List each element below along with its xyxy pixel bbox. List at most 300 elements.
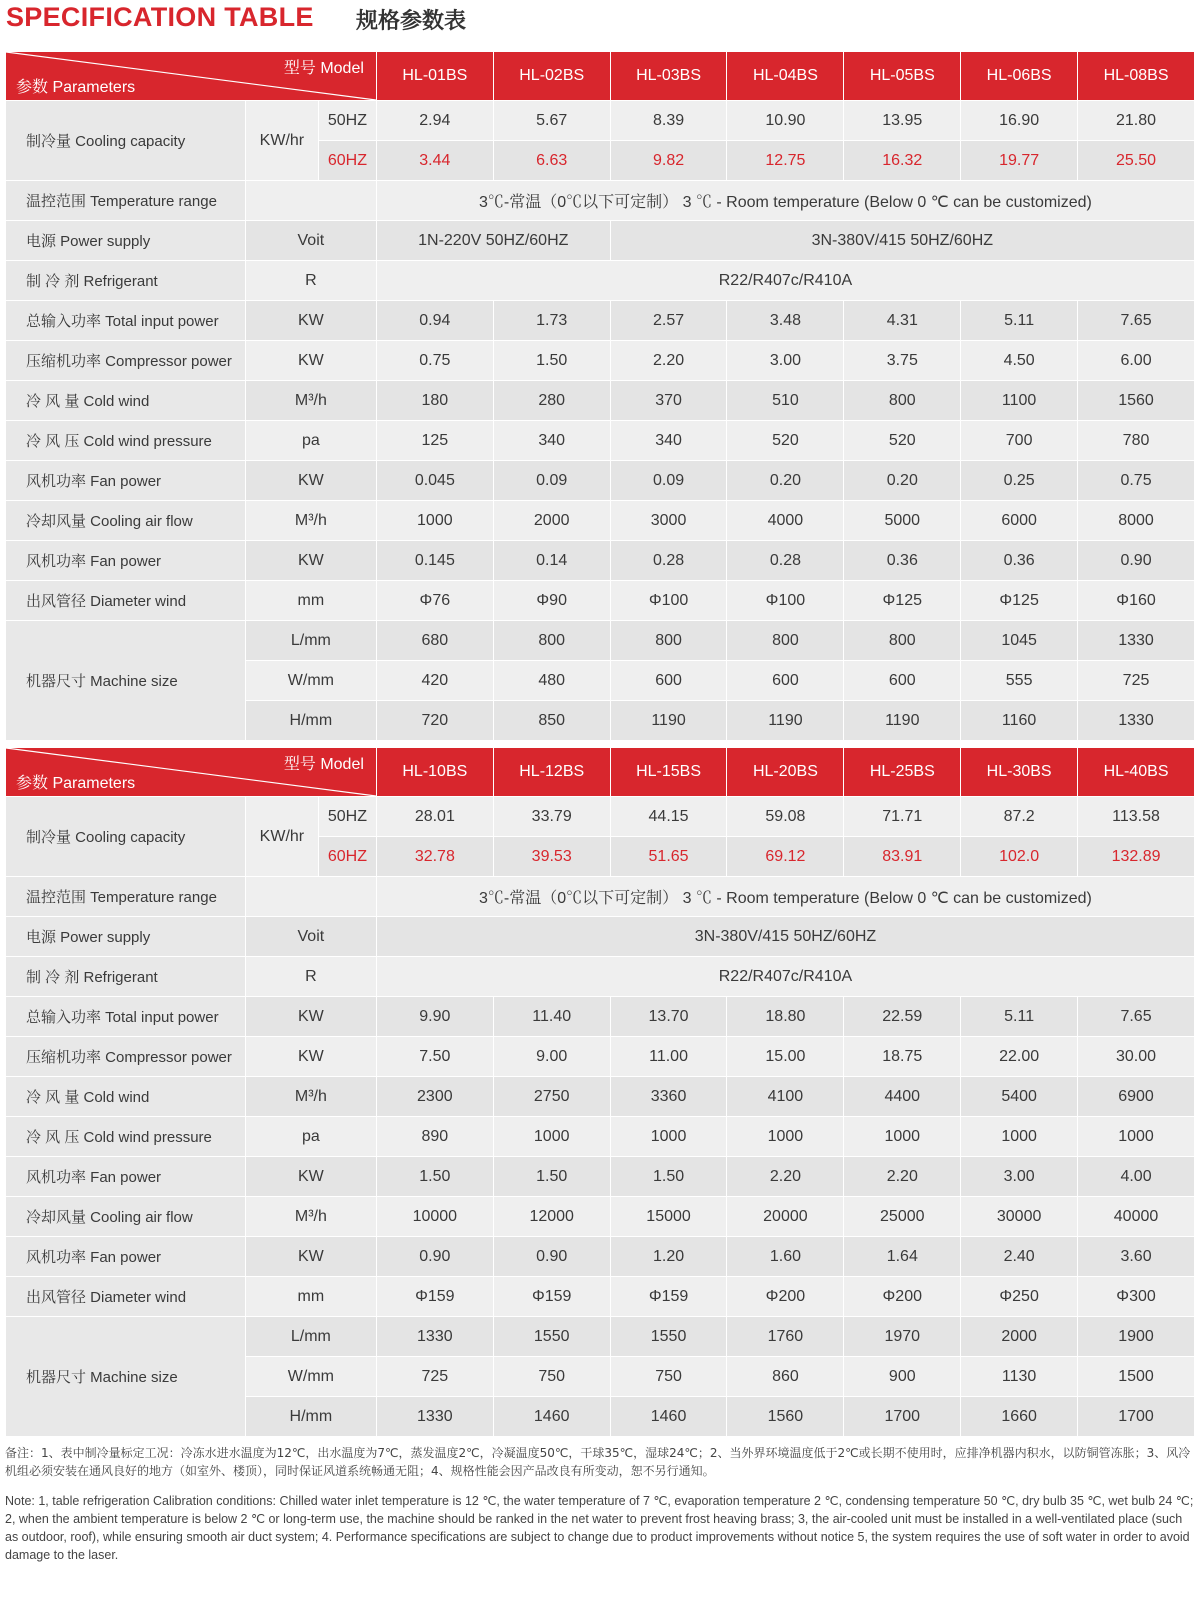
value-cell: 860 — [727, 1357, 844, 1397]
value-cell: 2.20 — [610, 341, 727, 381]
value-cell: 19.77 — [961, 141, 1078, 181]
value-cell: 87.2 — [961, 797, 1078, 837]
model-header-cell: HL-30BS — [961, 748, 1078, 797]
unit-cell: KW — [245, 1037, 376, 1077]
model-header-cell: HL-25BS — [844, 748, 961, 797]
value-cell: 1700 — [1078, 1397, 1195, 1437]
row-label: 电源 Power supply — [6, 917, 246, 957]
value-cell: 0.90 — [493, 1237, 610, 1277]
unit-cell: R — [245, 957, 376, 997]
model-header-cell: HL-06BS — [961, 52, 1078, 101]
value-cell: 59.08 — [727, 797, 844, 837]
value-cell: Φ160 — [1078, 581, 1195, 621]
value-cell: 750 — [493, 1357, 610, 1397]
model-header-cell: HL-05BS — [844, 52, 961, 101]
value-cell: 600 — [610, 661, 727, 701]
value-cell: 800 — [844, 381, 961, 421]
unit-cell: L/mm — [245, 1317, 376, 1357]
value-cell: 13.70 — [610, 997, 727, 1037]
value-cell: 28.01 — [376, 797, 493, 837]
value-cell: 20000 — [727, 1197, 844, 1237]
spec-table-2 — [5, 747, 1195, 1437]
value-cell: 7.65 — [1078, 301, 1195, 341]
table-row — [6, 917, 1195, 957]
value-cell: 0.75 — [376, 341, 493, 381]
value-cell: 10.90 — [727, 101, 844, 141]
value-cell: 0.94 — [376, 301, 493, 341]
value-cell: 680 — [376, 621, 493, 661]
row-label: 制冷量 Cooling capacity — [6, 101, 246, 181]
model-header-cell: HL-01BS — [376, 52, 493, 101]
value-cell: 15.00 — [727, 1037, 844, 1077]
table-row — [6, 957, 1195, 997]
value-cell: Φ200 — [844, 1277, 961, 1317]
table-row — [6, 1157, 1195, 1197]
value-cell: 1190 — [844, 701, 961, 741]
value-cell: 1560 — [727, 1397, 844, 1437]
freq-50hz-cell: 50HZ — [318, 101, 376, 141]
freq-60hz-cell: 60HZ — [318, 141, 376, 181]
value-cell: 10000 — [376, 1197, 493, 1237]
value-cell: 11.00 — [610, 1037, 727, 1077]
table-row — [6, 877, 1195, 917]
value-cell: 1190 — [610, 701, 727, 741]
value-cell: 1760 — [727, 1317, 844, 1357]
unit-cell: pa — [245, 1117, 376, 1157]
value-cell: 2.94 — [376, 101, 493, 141]
value-cell: 69.12 — [727, 837, 844, 877]
model-header-cell: HL-40BS — [1078, 748, 1195, 797]
value-cell: 850 — [493, 701, 610, 741]
value-cell: 800 — [493, 621, 610, 661]
table-row — [6, 501, 1195, 541]
header-row — [6, 52, 1195, 101]
row-label: 机器尺寸 Machine size — [6, 1317, 246, 1437]
value-cell: 555 — [961, 661, 1078, 701]
unit-cell: W/mm — [245, 661, 376, 701]
value-cell: 800 — [844, 621, 961, 661]
value-cell: 9.82 — [610, 141, 727, 181]
parameters-label: 参数 Parameters — [16, 775, 136, 792]
value-cell: 22.59 — [844, 997, 961, 1037]
value-cell: 5.11 — [961, 301, 1078, 341]
model-header-cell: HL-15BS — [610, 748, 727, 797]
value-cell: 39.53 — [493, 837, 610, 877]
value-cell: 12.75 — [727, 141, 844, 181]
table-row — [6, 797, 1195, 837]
value-cell: Φ125 — [844, 581, 961, 621]
value-cell: 1500 — [1078, 1357, 1195, 1397]
value-cell: 340 — [610, 421, 727, 461]
value-cell: 6.63 — [493, 141, 610, 181]
table-row — [6, 1317, 1195, 1357]
value-cell: 520 — [727, 421, 844, 461]
value-cell: 18.80 — [727, 997, 844, 1037]
row-label: 风机功率 Fan power — [6, 1237, 246, 1277]
refrigerant-cell: R22/R407c/R410A — [376, 957, 1194, 997]
table-row — [6, 101, 1195, 141]
power-supply-single-phase: 1N-220V 50HZ/60HZ — [376, 221, 610, 261]
title-chinese: 规格参数表 — [356, 9, 467, 34]
value-cell: 2.57 — [610, 301, 727, 341]
value-cell: 1000 — [1078, 1117, 1195, 1157]
row-label: 出风管径 Diameter wind — [6, 1277, 246, 1317]
value-cell: 2000 — [493, 501, 610, 541]
table-row — [6, 1117, 1195, 1157]
value-cell: 3.00 — [727, 341, 844, 381]
row-label: 风机功率 Fan power — [6, 1157, 246, 1197]
value-cell: 1550 — [493, 1317, 610, 1357]
table-row — [6, 341, 1195, 381]
row-label: 总输入功率 Total input power — [6, 997, 246, 1037]
value-cell: 0.20 — [727, 461, 844, 501]
unit-cell: KW — [245, 541, 376, 581]
value-cell: 11.40 — [493, 997, 610, 1037]
value-cell: 1.60 — [727, 1237, 844, 1277]
value-cell: 1460 — [610, 1397, 727, 1437]
value-cell: Φ100 — [727, 581, 844, 621]
value-cell: 700 — [961, 421, 1078, 461]
value-cell: 83.91 — [844, 837, 961, 877]
value-cell: 0.145 — [376, 541, 493, 581]
value-cell: Φ100 — [610, 581, 727, 621]
value-cell: 1000 — [844, 1117, 961, 1157]
value-cell: 725 — [1078, 661, 1195, 701]
unit-cell: mm — [245, 1277, 376, 1317]
row-label: 冷 风 压 Cold wind pressure — [6, 1117, 246, 1157]
table-row — [6, 301, 1195, 341]
unit-cell: KW — [245, 1237, 376, 1277]
parameters-label: 参数 Parameters — [16, 79, 136, 96]
value-cell: 1970 — [844, 1317, 961, 1357]
value-cell: 1.64 — [844, 1237, 961, 1277]
refrigerant-cell: R22/R407c/R410A — [376, 261, 1194, 301]
table-row — [6, 1277, 1195, 1317]
table-row — [6, 1237, 1195, 1277]
table-row — [6, 221, 1195, 261]
value-cell: 370 — [610, 381, 727, 421]
row-label: 温控范围 Temperature range — [6, 877, 246, 917]
unit-cell-empty — [245, 181, 376, 221]
value-cell: 1330 — [376, 1397, 493, 1437]
unit-cell: M³/h — [245, 501, 376, 541]
value-cell: 4.31 — [844, 301, 961, 341]
value-cell: Φ159 — [610, 1277, 727, 1317]
value-cell: 7.50 — [376, 1037, 493, 1077]
value-cell: 5400 — [961, 1077, 1078, 1117]
unit-cell: KW — [245, 341, 376, 381]
value-cell: 1560 — [1078, 381, 1195, 421]
value-cell: 4.50 — [961, 341, 1078, 381]
value-cell: 1100 — [961, 381, 1078, 421]
value-cell: 7.65 — [1078, 997, 1195, 1037]
value-cell: 800 — [727, 621, 844, 661]
unit-cell: Voit — [245, 917, 376, 957]
unit-cell: pa — [245, 421, 376, 461]
value-cell: Φ159 — [376, 1277, 493, 1317]
value-cell: 280 — [493, 381, 610, 421]
value-cell: 600 — [727, 661, 844, 701]
value-cell: 6.00 — [1078, 341, 1195, 381]
value-cell: 0.90 — [1078, 541, 1195, 581]
value-cell: 800 — [610, 621, 727, 661]
value-cell: 102.0 — [961, 837, 1078, 877]
model-header-cell: HL-02BS — [493, 52, 610, 101]
unit-cell: R — [245, 261, 376, 301]
row-label: 冷却风量 Cooling air flow — [6, 501, 246, 541]
value-cell: 1000 — [493, 1117, 610, 1157]
value-cell: 2.20 — [844, 1157, 961, 1197]
unit-cell: M³/h — [245, 1077, 376, 1117]
value-cell: 40000 — [1078, 1197, 1195, 1237]
table-row — [6, 1077, 1195, 1117]
value-cell: 5000 — [844, 501, 961, 541]
value-cell: 750 — [610, 1357, 727, 1397]
row-label: 风机功率 Fan power — [6, 541, 246, 581]
value-cell: 1.50 — [376, 1157, 493, 1197]
model-header-cell: HL-08BS — [1078, 52, 1195, 101]
value-cell: 0.09 — [493, 461, 610, 501]
table-row — [6, 581, 1195, 621]
value-cell: 725 — [376, 1357, 493, 1397]
value-cell: 1900 — [1078, 1317, 1195, 1357]
power-supply-three-phase: 3N-380V/415 50HZ/60HZ — [376, 917, 1194, 957]
table-row — [6, 421, 1195, 461]
value-cell: 0.25 — [961, 461, 1078, 501]
value-cell: 30.00 — [1078, 1037, 1195, 1077]
value-cell: 900 — [844, 1357, 961, 1397]
value-cell: 113.58 — [1078, 797, 1195, 837]
value-cell: 1.50 — [493, 1157, 610, 1197]
table-row — [6, 997, 1195, 1037]
value-cell: 132.89 — [1078, 837, 1195, 877]
row-label: 冷 风 量 Cold wind — [6, 1077, 246, 1117]
value-cell: 44.15 — [610, 797, 727, 837]
unit-cell: W/mm — [245, 1357, 376, 1397]
unit-cell: M³/h — [245, 381, 376, 421]
value-cell: 2300 — [376, 1077, 493, 1117]
value-cell: 32.78 — [376, 837, 493, 877]
value-cell: Φ250 — [961, 1277, 1078, 1317]
value-cell: 22.00 — [961, 1037, 1078, 1077]
value-cell: 25000 — [844, 1197, 961, 1237]
value-cell: 30000 — [961, 1197, 1078, 1237]
freq-60hz-cell: 60HZ — [318, 837, 376, 877]
value-cell: 1330 — [1078, 701, 1195, 741]
unit-cell: KW — [245, 461, 376, 501]
row-label: 冷 风 量 Cold wind — [6, 381, 246, 421]
value-cell: 1.20 — [610, 1237, 727, 1277]
value-cell: 4000 — [727, 501, 844, 541]
value-cell: 1190 — [727, 701, 844, 741]
row-label: 风机功率 Fan power — [6, 461, 246, 501]
row-label: 电源 Power supply — [6, 221, 246, 261]
power-supply-three-phase: 3N-380V/415 50HZ/60HZ — [610, 221, 1194, 261]
row-label: 制 冷 剂 Refrigerant — [6, 957, 246, 997]
value-cell: 1.50 — [610, 1157, 727, 1197]
value-cell: 4400 — [844, 1077, 961, 1117]
value-cell: 25.50 — [1078, 141, 1195, 181]
value-cell: 520 — [844, 421, 961, 461]
row-label: 制冷量 Cooling capacity — [6, 797, 246, 877]
value-cell: 71.71 — [844, 797, 961, 837]
value-cell: 0.045 — [376, 461, 493, 501]
value-cell: 15000 — [610, 1197, 727, 1237]
spec-table-1 — [5, 51, 1195, 741]
model-label: 型号 Model — [283, 756, 364, 773]
value-cell: 1660 — [961, 1397, 1078, 1437]
unit-cell: Voit — [245, 221, 376, 261]
table-row — [6, 541, 1195, 581]
value-cell: 0.36 — [844, 541, 961, 581]
header-corner-cell — [6, 52, 377, 101]
value-cell: 180 — [376, 381, 493, 421]
unit-cell: mm — [245, 581, 376, 621]
value-cell: 1160 — [961, 701, 1078, 741]
value-cell: 2750 — [493, 1077, 610, 1117]
value-cell: 0.75 — [1078, 461, 1195, 501]
model-header-cell: HL-12BS — [493, 748, 610, 797]
value-cell: 16.32 — [844, 141, 961, 181]
value-cell: 16.90 — [961, 101, 1078, 141]
row-label: 温控范围 Temperature range — [6, 181, 246, 221]
value-cell: 3.44 — [376, 141, 493, 181]
value-cell: 1460 — [493, 1397, 610, 1437]
unit-cell: L/mm — [245, 621, 376, 661]
value-cell: 5.11 — [961, 997, 1078, 1037]
value-cell: 420 — [376, 661, 493, 701]
model-header-cell: HL-20BS — [727, 748, 844, 797]
value-cell: 0.28 — [610, 541, 727, 581]
value-cell: 1000 — [610, 1117, 727, 1157]
title-bar — [0, 0, 1200, 44]
value-cell: 8.39 — [610, 101, 727, 141]
value-cell: 0.90 — [376, 1237, 493, 1277]
unit-cell: H/mm — [245, 1397, 376, 1437]
title-english: SPECIFICATION TABLE — [6, 2, 314, 32]
value-cell: 1700 — [844, 1397, 961, 1437]
value-cell: 6900 — [1078, 1077, 1195, 1117]
value-cell: 1000 — [727, 1117, 844, 1157]
value-cell: Φ200 — [727, 1277, 844, 1317]
value-cell: Φ90 — [493, 581, 610, 621]
value-cell: 1330 — [376, 1317, 493, 1357]
unit-cell: KW — [245, 997, 376, 1037]
value-cell: 1.73 — [493, 301, 610, 341]
value-cell: 1000 — [376, 501, 493, 541]
value-cell: 4100 — [727, 1077, 844, 1117]
value-cell: 0.14 — [493, 541, 610, 581]
value-cell: Φ300 — [1078, 1277, 1195, 1317]
unit-cell: KW/hr — [245, 101, 318, 181]
unit-cell-empty — [245, 877, 376, 917]
model-header-cell: HL-10BS — [376, 748, 493, 797]
value-cell: 510 — [727, 381, 844, 421]
value-cell: 0.28 — [727, 541, 844, 581]
value-cell: 720 — [376, 701, 493, 741]
table-row — [6, 181, 1195, 221]
header-row — [6, 748, 1195, 797]
value-cell: 51.65 — [610, 837, 727, 877]
unit-cell: M³/h — [245, 1197, 376, 1237]
temp-range-cell: 3℃-常温（0℃以下可定制） 3 ℃ - Room temperature (Below 0 ℃ can be customized) — [376, 181, 1194, 221]
unit-cell: H/mm — [245, 701, 376, 741]
notes-english: Note: 1, table refrigeration Calibration conditions: Chilled water inlet temperature is 12 ℃, the water temperature of 7 ℃, evaporation temperature 2 ℃, condensing temperature 50 ℃, dry bulb 35 ℃, wet bulb 24 ℃; 2, when the ambient temperature is below 2 ℃ or long-term use, the machine should be ranked in the net water to prevent frost heaving brass; 3, the air-cooled unit must be installed in a well-ventilated place (such as outdoor, roof), while ensuring smooth air duct system; 4. Performance specifications are subject to change due to product improvements without notice 5, the system requires the use of soft water in order to avoid damage to the laser. — [5, 1494, 1194, 1562]
value-cell: 2.20 — [727, 1157, 844, 1197]
value-cell: 480 — [493, 661, 610, 701]
value-cell: 2.40 — [961, 1237, 1078, 1277]
table-row — [6, 621, 1195, 661]
value-cell: 1.50 — [493, 341, 610, 381]
table-row — [6, 381, 1195, 421]
value-cell: 0.36 — [961, 541, 1078, 581]
value-cell: 1130 — [961, 1357, 1078, 1397]
value-cell: 3000 — [610, 501, 727, 541]
value-cell: 890 — [376, 1117, 493, 1157]
model-header-cell: HL-04BS — [727, 52, 844, 101]
value-cell: 5.67 — [493, 101, 610, 141]
model-label: 型号 Model — [283, 60, 364, 77]
value-cell: 340 — [493, 421, 610, 461]
row-label: 压缩机功率 Compressor power — [6, 341, 246, 381]
freq-50hz-cell: 50HZ — [318, 797, 376, 837]
model-header-cell: HL-03BS — [610, 52, 727, 101]
row-label: 冷却风量 Cooling air flow — [6, 1197, 246, 1237]
table-row — [6, 461, 1195, 501]
value-cell: 6000 — [961, 501, 1078, 541]
table-row — [6, 1037, 1195, 1077]
value-cell: 9.90 — [376, 997, 493, 1037]
value-cell: 3.75 — [844, 341, 961, 381]
value-cell: 3360 — [610, 1077, 727, 1117]
value-cell: 780 — [1078, 421, 1195, 461]
value-cell: 13.95 — [844, 101, 961, 141]
row-label: 压缩机功率 Compressor power — [6, 1037, 246, 1077]
notes-chinese: 备注：1、表中制冷量标定工况：冷冻水进水温度为12℃，出水温度为7℃，蒸发温度2℃，冷凝温度50℃，干球35℃，湿球24℃；2、当外界环境温度低于2℃或长期不使用时，应排净机器内积水，以防铜管冻胀；3、风冷机组必须安装在通风良好的地方（如室外、楼顶），同时保证风道系统畅通无阻；4、规格性能会因产品改良有所变动，恕不另行通知。 — [5, 1446, 1191, 1478]
value-cell: 1045 — [961, 621, 1078, 661]
value-cell: 3.60 — [1078, 1237, 1195, 1277]
value-cell: 12000 — [493, 1197, 610, 1237]
value-cell: 33.79 — [493, 797, 610, 837]
temp-range-cell: 3℃-常温（0℃以下可定制） 3 ℃ - Room temperature (Below 0 ℃ can be customized) — [376, 877, 1194, 917]
value-cell: 3.00 — [961, 1157, 1078, 1197]
value-cell: Φ159 — [493, 1277, 610, 1317]
value-cell: 8000 — [1078, 501, 1195, 541]
unit-cell: KW — [245, 1157, 376, 1197]
value-cell: 2000 — [961, 1317, 1078, 1357]
value-cell: 3.48 — [727, 301, 844, 341]
value-cell: 0.09 — [610, 461, 727, 501]
header-corner-cell — [6, 748, 377, 797]
unit-cell: KW/hr — [245, 797, 318, 877]
value-cell: 0.20 — [844, 461, 961, 501]
value-cell: 1330 — [1078, 621, 1195, 661]
value-cell: 600 — [844, 661, 961, 701]
row-label: 机器尺寸 Machine size — [6, 621, 246, 741]
row-label: 冷 风 压 Cold wind pressure — [6, 421, 246, 461]
value-cell: 1000 — [961, 1117, 1078, 1157]
row-label: 出风管径 Diameter wind — [6, 581, 246, 621]
value-cell: 18.75 — [844, 1037, 961, 1077]
value-cell: 4.00 — [1078, 1157, 1195, 1197]
value-cell: 1550 — [610, 1317, 727, 1357]
row-label: 总输入功率 Total input power — [6, 301, 246, 341]
unit-cell: KW — [245, 301, 376, 341]
row-label: 制 冷 剂 Refrigerant — [6, 261, 246, 301]
value-cell: 9.00 — [493, 1037, 610, 1077]
table-row — [6, 1197, 1195, 1237]
table-row — [6, 261, 1195, 301]
